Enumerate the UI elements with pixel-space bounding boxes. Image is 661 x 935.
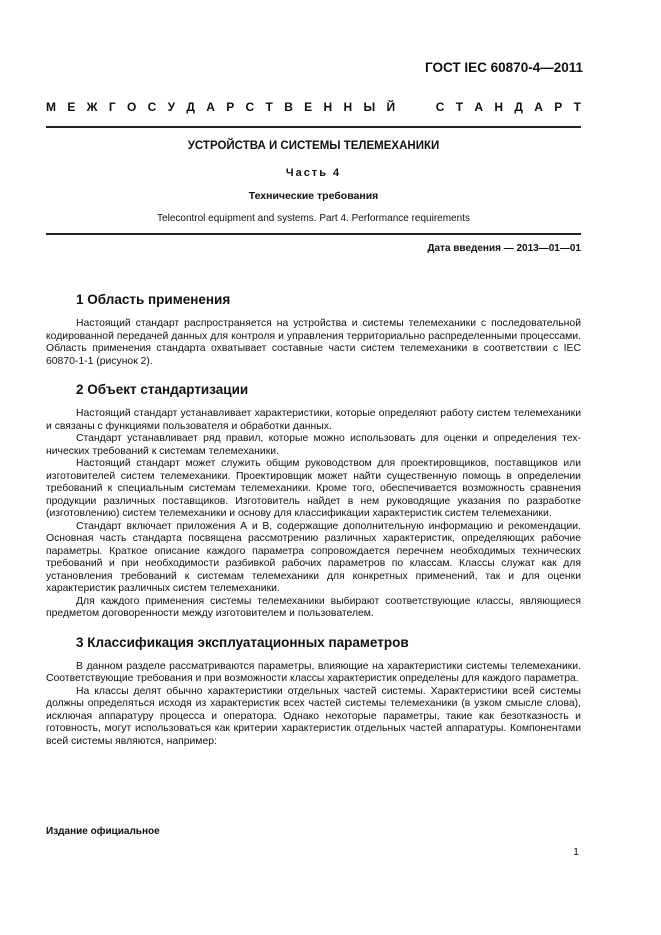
official-edition-label: Издание официальное bbox=[46, 826, 160, 837]
standard-code: ГОСТ IEC 60870-4—2011 bbox=[425, 60, 583, 75]
document-subtitle: Технические требования bbox=[248, 190, 379, 202]
interstate-standard-banner: М Е Ж Г О С У Д А Р С Т В Е Н Н Ы Й С Т А Н Д А Р Т bbox=[46, 100, 581, 114]
paragraph: Настоящий стандарт может служить общим руководством для проектировщиков, поставщиков или изготовителей систем телемеханики. Проектировщик может найти существенную помощь в определении требований к специальным системам телемеханики. Кроме того, обеспечивается возможность сравнения продукции различных поставщиков. Изготовитель найдет в нем руководящие указания по разработке (изготовлению) систем телемеханики и основу для классификации характеристик систем телемеханики. bbox=[46, 458, 581, 519]
paragraph: Стандарт включает приложения А и В, содержащие дополнительную информацию и рекомендации. Основная часть стандарта посвящена рассмотрению различных характеристик, определяющих рабочие параметры. Краткое описание каждого параметра сопровождается перечнем необходимых технических требований и при необходимости разбивкой рабочих параметров по классам. Классы служат как для установления требований к системам телемеханики для конкретных применений, так и для оценки характеристик различных систем телемеханики. bbox=[46, 520, 581, 594]
section-object bbox=[46, 382, 581, 621]
section-heading: 3 Классификация эксплуатационных параметров bbox=[76, 634, 409, 650]
section-heading: 1 Область применения bbox=[76, 292, 231, 307]
paragraph: На классы делят обычно характеристики отдельных частей системы. Характеристики всей системы должны определяться исходя из характеристик всех частей системы телемеханики (в узком смысле слова), исключая аппаратуру процесса и оператора. Однако некоторые параметры, такие как безотказность и готовность, могут использоваться как критерии характеристик отдельных частей аппаратуры. Компонентами всей системы являются, например: bbox=[46, 685, 581, 747]
document-title: УСТРОЙСТВА И СИСТЕМЫ ТЕЛЕМЕХАНИКИ bbox=[187, 140, 440, 152]
paragraph: Для каждого применения системы телемеханики выбирают соответствующие классы, являющиеся предметом договоренности между изготовителем и пользователем. bbox=[46, 595, 581, 619]
header-rule-top bbox=[46, 126, 581, 128]
header-rule-bottom bbox=[46, 233, 581, 235]
english-title: Telecontrol equipment and systems. Part 4. Performance requirements bbox=[157, 213, 470, 224]
introduction-date: Дата введения — 2013—01—01 bbox=[427, 243, 581, 254]
paragraph: Настоящий стандарт распространяется на устройства и системы телемеханики с последовательной кодированной передачей данных для контроля и управления территориально распределенными процессами. Область применения стандарта охватывает составные части систем телемеханики в соответствии с IEC 60870-1-1 (рисунок 2). bbox=[46, 318, 581, 367]
paragraph: Настоящий стандарт устанавливает характеристики, которые определяют работу систем телемеханики и связаны с функциями пользователя и обработки данных. bbox=[46, 408, 581, 432]
document-part: Часть 4 bbox=[285, 167, 342, 179]
section-classification bbox=[46, 635, 581, 749]
paragraph: В данном разделе рассматриваются параметры, влияющие на характеристики системы телемеханики. Соответствующие требования и при возможности классы характеристик определены для каждого параметра. bbox=[46, 660, 581, 684]
section-heading: 2 Объект стандартизации bbox=[76, 382, 249, 397]
paragraph: Стандарт устанавливает ряд правил, которые можно использовать для оценки и определения технических требований к системам телемеханики. bbox=[46, 433, 581, 457]
section-scope bbox=[46, 292, 581, 368]
document-body bbox=[46, 292, 581, 761]
page-number: 1 bbox=[573, 846, 579, 858]
